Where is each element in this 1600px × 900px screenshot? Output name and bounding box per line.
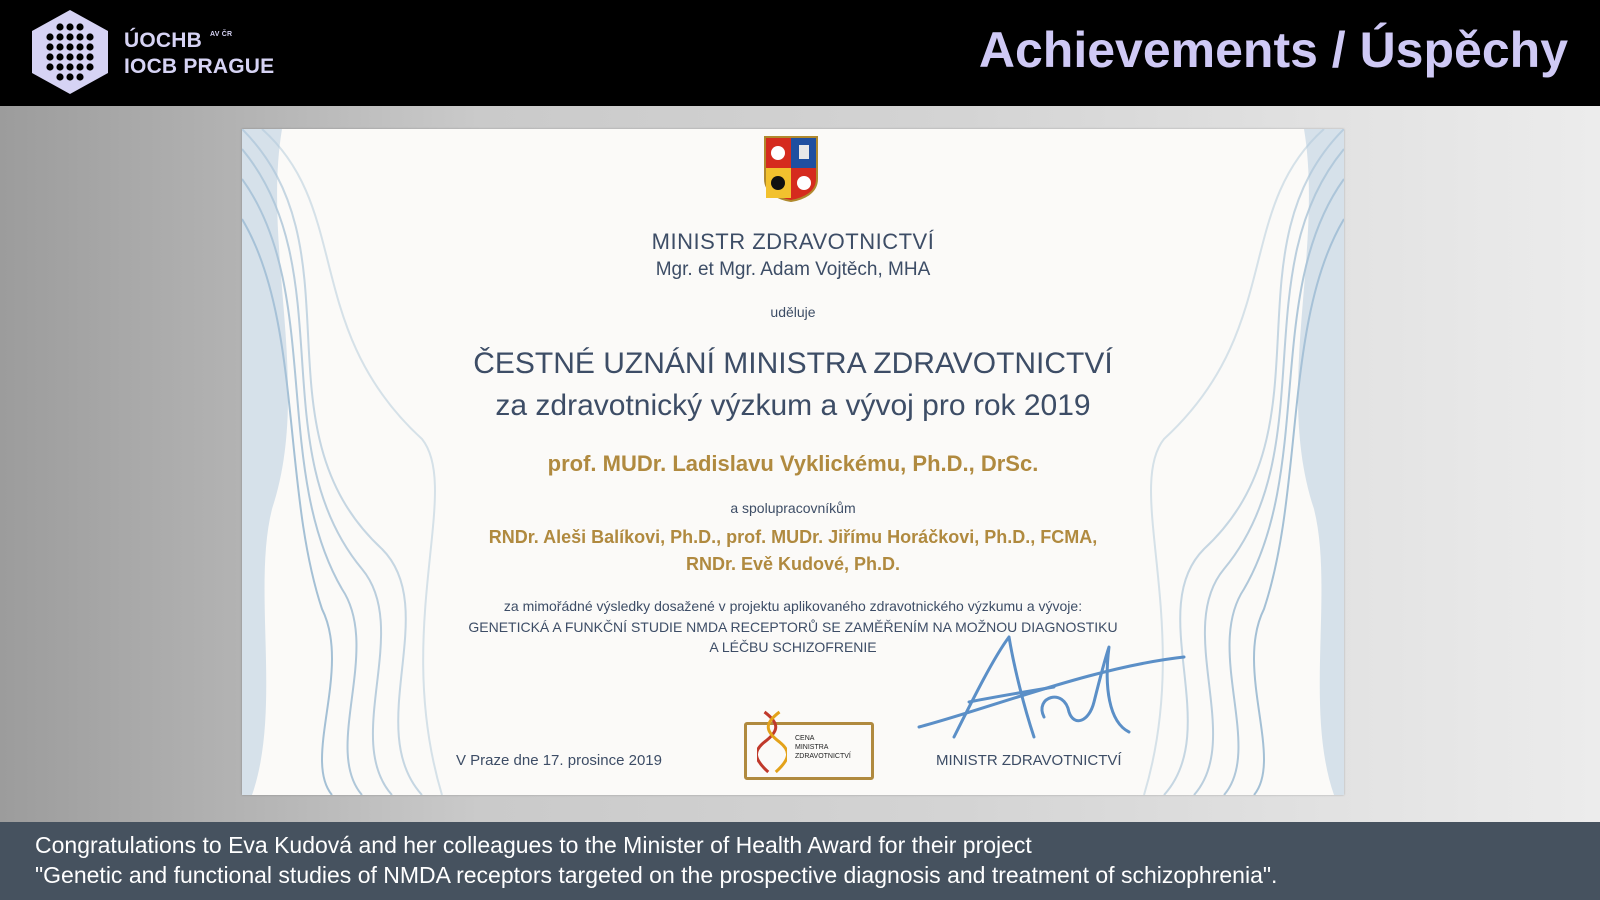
logo-line2: IOCB PRAGUE bbox=[124, 55, 275, 78]
reason-line2: GENETICKÁ A FUNKČNÍ STUDIE NMDA RECEPTORŮ SE ZAMĚŘENÍM NA MOŽNOU DIAGNOSTIKU bbox=[468, 619, 1118, 635]
badge-line3: ZDRAVOTNICTVÍ bbox=[795, 753, 851, 760]
badge-line2: MINISTRA bbox=[795, 744, 829, 751]
logo-text bbox=[124, 28, 274, 80]
issuer-title: MINISTR ZDRAVOTNICTVÍ bbox=[651, 229, 935, 254]
page-title: Achievements / Úspěchy bbox=[978, 22, 1568, 78]
signature-title: MINISTR ZDRAVOTNICTVÍ bbox=[936, 752, 1122, 769]
iocb-hexagon-logo-icon bbox=[32, 10, 108, 94]
coworkers-intro: a spolupracovníkům bbox=[730, 500, 856, 516]
certificate-image bbox=[242, 129, 1344, 795]
recipient-name: prof. MUDr. Ladislavu Vyklickému, Ph.D., DrSc. bbox=[547, 451, 1039, 476]
issuer-name: Mgr. et Mgr. Adam Vojtěch, MHA bbox=[655, 259, 931, 280]
verb-text: uděluje bbox=[770, 304, 816, 320]
minister-award-badge bbox=[744, 722, 874, 780]
signature-icon bbox=[914, 627, 1194, 757]
caption-line1: Congratulations to Eva Kudová and her colleagues to the Minister of Health Award for their project bbox=[35, 832, 1032, 858]
coworkers-line1: RNDr. Aleši Balíkovi, Ph.D., prof. MUDr. Jiřímu Horáčkovi, Ph.D., FCMA, bbox=[488, 527, 1098, 547]
dna-helix-icon bbox=[757, 705, 787, 779]
czech-coat-of-arms-icon bbox=[763, 135, 819, 203]
logo-superscript: AV ČR bbox=[210, 31, 233, 38]
award-subtitle: za zdravotnický výzkum a vývoj pro rok 2019 bbox=[495, 389, 1091, 422]
award-title: ČESTNÉ UZNÁNÍ MINISTRA ZDRAVOTNICTVÍ bbox=[473, 347, 1113, 380]
badge-line1: CENA bbox=[795, 735, 815, 742]
caption-line2: "Genetic and functional studies of NMDA receptors targeted on the prospective diagnosis and treatment of schizophrenia". bbox=[35, 862, 1278, 888]
header-bar bbox=[0, 0, 1600, 106]
reason-line3: A LÉČBU SCHIZOFRENIE bbox=[709, 639, 877, 655]
logo-line1: ÚOCHB bbox=[124, 29, 202, 52]
place-date: V Praze dne 17. prosince 2019 bbox=[456, 752, 662, 769]
caption-bar bbox=[0, 822, 1600, 900]
reason-line1: za mimořádné výsledky dosažené v projektu aplikovaného zdravotnického výzkumu a vývoje: bbox=[503, 598, 1083, 614]
coworkers-line2: RNDr. Evě Kudové, Ph.D. bbox=[685, 554, 901, 574]
